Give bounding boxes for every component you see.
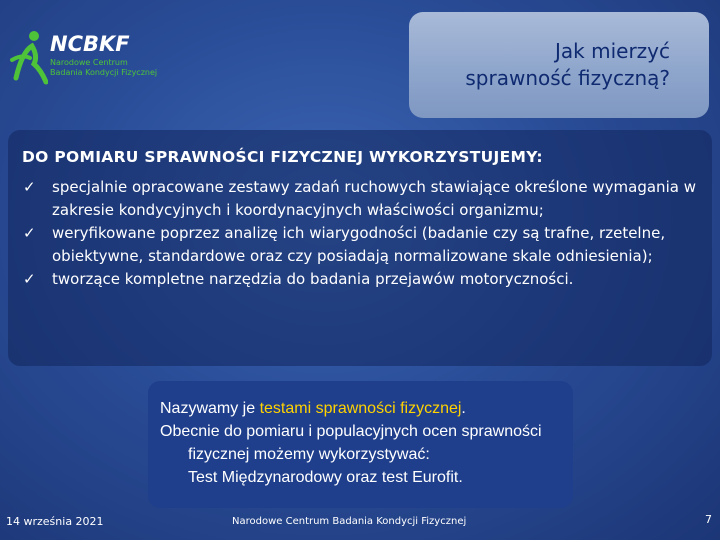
check-icon: ✓ — [23, 224, 36, 242]
logo-line-1: Narodowe Centrum — [50, 58, 128, 67]
slide-title — [465, 38, 670, 92]
info-line-4: Test Międzynarodowy oraz test Eurofit. — [188, 469, 463, 486]
logo-line-2: Badania Kondycji Fizycznej — [50, 68, 158, 77]
check-icon: ✓ — [23, 270, 36, 288]
ncbkf-logo — [8, 28, 178, 90]
footer-date: 14 września 2021 — [6, 515, 104, 528]
runner-icon — [8, 28, 48, 86]
footer-organization: Narodowe Centrum Badania Kondycji Fizycznej — [232, 516, 467, 527]
slide-title-line2: sprawność fizyczną? — [465, 66, 670, 90]
bullet-item — [22, 268, 712, 291]
info-line-1-prefix: Nazywamy je — [160, 400, 260, 417]
slide-title-line1: Jak mierzyć — [555, 39, 670, 63]
info-line-3: fizycznej możemy wykorzystywać: — [188, 446, 430, 463]
bullet-text: weryfikowane poprzez analizę ich wiarygodności (badanie czy są trafne, rzetelne, obiektywne, standardowe oraz czy posiadają normalizowane skale odniesienia); — [52, 224, 666, 265]
main-heading: DO POMIARU SPRAWNOŚCI FIZYCZNEJ WYKORZYSTUJEMY: — [22, 148, 543, 166]
bullet-item — [22, 222, 712, 268]
info-line-1-suffix: . — [461, 400, 466, 417]
bullet-text: tworzące kompletne narzędzia do badania przejawów motoryczności. — [52, 270, 574, 288]
bullet-list — [22, 176, 712, 291]
info-line-1 — [160, 397, 542, 420]
check-icon: ✓ — [23, 178, 36, 196]
info-text — [160, 397, 542, 489]
logo-abbreviation: NCBKF — [50, 32, 130, 56]
bullet-item — [22, 176, 712, 222]
bullet-text: specjalnie opracowane zestawy zadań ruchowych stawiające określone wymagania w zakresie kondycyjnych i koordynacyjnych właściwości organizmu; — [52, 178, 696, 219]
page-number: 7 — [705, 513, 712, 526]
info-line-2: Obecnie do pomiaru i populacyjnych ocen sprawności — [160, 423, 542, 440]
highlighted-term: testami sprawności fizycznej — [259, 400, 462, 417]
